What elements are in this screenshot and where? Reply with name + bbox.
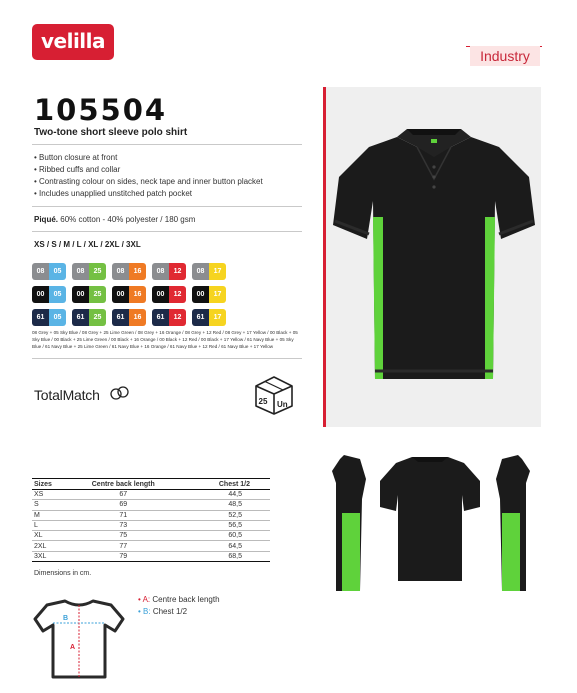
table-cell: 64,5 bbox=[179, 541, 270, 551]
size-table-header: Sizes bbox=[32, 479, 67, 490]
swatch-code-main: 61 bbox=[32, 309, 49, 326]
swatch-code-main: 08 bbox=[32, 263, 49, 280]
legend-key-a: A: bbox=[142, 595, 151, 604]
table-cell: 60,5 bbox=[179, 531, 270, 541]
diagram-label-b: B bbox=[63, 615, 69, 622]
fabric-composition bbox=[34, 215, 195, 224]
swatch-code-contrast: 25 bbox=[89, 286, 106, 303]
table-cell: 44,5 bbox=[179, 490, 270, 500]
feature-item: • Includes unapplied unstitched patch pocket bbox=[34, 188, 263, 200]
legend-item-a: • A: Centre back length bbox=[138, 595, 220, 604]
divider bbox=[32, 358, 302, 359]
table-cell: 73 bbox=[67, 520, 179, 530]
swatch-code-contrast: 17 bbox=[209, 309, 226, 326]
colour-swatch bbox=[32, 263, 66, 280]
feature-item: • Contrasting colour on sides, neck tape and inner button placket bbox=[34, 176, 263, 188]
legend-text-a: Centre back length bbox=[150, 595, 220, 604]
feature-list bbox=[34, 152, 263, 200]
colour-swatch bbox=[192, 263, 226, 280]
swatch-code-main: 61 bbox=[192, 309, 209, 326]
swatch-code-main: 00 bbox=[112, 286, 129, 303]
legend-item-b: • B: Chest 1/2 bbox=[138, 607, 188, 616]
swatch-code-contrast: 16 bbox=[129, 263, 146, 280]
swatch-row bbox=[32, 286, 242, 303]
size-table-header: Centre back length bbox=[67, 479, 179, 490]
table-cell: 52,5 bbox=[179, 510, 270, 520]
polo-shirt-side-image bbox=[330, 453, 368, 593]
fabric-label: Piqué. bbox=[34, 215, 59, 224]
table-row bbox=[32, 510, 270, 520]
table-cell: 68,5 bbox=[179, 551, 270, 561]
polo-shirt-front-image bbox=[331, 121, 537, 385]
colour-swatch bbox=[112, 309, 146, 326]
polo-shirt-side-image bbox=[494, 453, 532, 593]
photo-accent-bar bbox=[323, 87, 326, 427]
table-row bbox=[32, 531, 270, 541]
swatch-code-main: 00 bbox=[192, 286, 209, 303]
colour-swatch bbox=[152, 286, 186, 303]
table-row bbox=[32, 520, 270, 530]
table-row bbox=[32, 500, 270, 510]
colour-swatch bbox=[32, 286, 66, 303]
swatch-code-contrast: 16 bbox=[129, 309, 146, 326]
table-cell: XS bbox=[32, 490, 67, 500]
table-row bbox=[32, 551, 270, 561]
legend-key-b: B: bbox=[143, 607, 151, 616]
swatch-code-main: 61 bbox=[72, 309, 89, 326]
colour-swatch bbox=[72, 309, 106, 326]
colour-swatch bbox=[192, 309, 226, 326]
product-title: Two-tone short sleeve polo shirt bbox=[34, 127, 188, 138]
table-cell: 79 bbox=[67, 551, 179, 561]
measurement-legend bbox=[138, 594, 220, 618]
swatch-code-contrast: 12 bbox=[169, 309, 186, 326]
swatch-code-main: 00 bbox=[32, 286, 49, 303]
table-cell: 48,5 bbox=[179, 500, 270, 510]
colour-combinations: 08 Grey + 05 Sky Blue / 08 Grey + 25 Lime Green / 08 Grey + 16 Orange / 08 Grey + 12 Red / 08 Grey + 17 Yellow / 00 Black + 05 Sky Blue / 00 Black + 25 Lime Green / 00 Black + 16 Orange / 00 Black + 12 Red / 00 Black + 17 Yellow / 61 Navy Blue + 05 Sky Blue / 61 Navy Blue + 25 Lime Green / 61 Navy Blue + 16 Orange / 61 Navy Blue + 12 Red / 61 Navy Blue + 17 Yellow bbox=[32, 330, 298, 350]
swatch-code-main: 00 bbox=[152, 286, 169, 303]
table-cell: S bbox=[32, 500, 67, 510]
colour-swatch bbox=[112, 286, 146, 303]
size-table bbox=[32, 478, 270, 562]
swatch-row bbox=[32, 309, 242, 326]
swatch-code-main: 08 bbox=[192, 263, 209, 280]
divider bbox=[32, 231, 302, 232]
table-row bbox=[32, 490, 270, 500]
swatch-code-contrast: 12 bbox=[169, 263, 186, 280]
totalmatch-label: TotalMatch bbox=[34, 387, 100, 403]
colour-swatch bbox=[192, 286, 226, 303]
table-cell: 77 bbox=[67, 541, 179, 551]
swatch-code-contrast: 25 bbox=[89, 263, 106, 280]
feature-item: • Ribbed cuffs and collar bbox=[34, 164, 263, 176]
table-cell: 2XL bbox=[32, 541, 67, 551]
colour-swatch bbox=[152, 309, 186, 326]
product-code: 105504 bbox=[34, 93, 168, 127]
pack-quantity: 25 bbox=[258, 397, 268, 406]
feature-item: • Button closure at front bbox=[34, 152, 263, 164]
swatch-code-contrast: 05 bbox=[49, 286, 66, 303]
swatch-code-contrast: 17 bbox=[209, 263, 226, 280]
table-cell: L bbox=[32, 520, 67, 530]
swatch-code-main: 61 bbox=[112, 309, 129, 326]
swatch-code-main: 00 bbox=[72, 286, 89, 303]
swatch-row bbox=[32, 263, 242, 280]
diagram-label-a: A bbox=[70, 644, 76, 651]
measurement-diagram bbox=[33, 597, 125, 679]
size-table-header: Chest 1/2 bbox=[179, 479, 270, 490]
colour-swatch bbox=[152, 263, 186, 280]
table-cell: 56,5 bbox=[179, 520, 270, 530]
table-cell: 75 bbox=[67, 531, 179, 541]
swatch-code-contrast: 25 bbox=[89, 309, 106, 326]
swatch-code-main: 61 bbox=[152, 309, 169, 326]
swatch-code-main: 08 bbox=[112, 263, 129, 280]
colour-swatch bbox=[112, 263, 146, 280]
category-badge: Industry bbox=[470, 46, 540, 66]
table-cell: M bbox=[32, 510, 67, 520]
box-icon bbox=[253, 374, 295, 416]
totalmatch-rings-icon bbox=[109, 384, 131, 402]
pack-unit: Un bbox=[277, 400, 288, 409]
colour-swatch bbox=[32, 309, 66, 326]
table-cell: XL bbox=[32, 531, 67, 541]
table-cell: 69 bbox=[67, 500, 179, 510]
swatch-code-main: 08 bbox=[152, 263, 169, 280]
colour-swatch bbox=[72, 286, 106, 303]
table-cell: 3XL bbox=[32, 551, 67, 561]
fabric-text: 60% cotton - 40% polyester / 180 gsm bbox=[58, 215, 196, 224]
swatch-code-contrast: 05 bbox=[49, 263, 66, 280]
colour-swatch bbox=[72, 263, 106, 280]
table-row bbox=[32, 541, 270, 551]
divider bbox=[32, 144, 302, 145]
polo-shirt-back-image bbox=[378, 453, 482, 583]
colour-swatch-grid bbox=[32, 263, 242, 332]
units-note: Dimensions in cm. bbox=[34, 570, 92, 577]
legend-text-b: Chest 1/2 bbox=[150, 607, 188, 616]
swatch-code-contrast: 05 bbox=[49, 309, 66, 326]
velilla-logo: velilla bbox=[32, 24, 114, 60]
swatch-code-main: 08 bbox=[72, 263, 89, 280]
available-sizes: XS / S / M / L / XL / 2XL / 3XL bbox=[34, 240, 141, 249]
swatch-code-contrast: 16 bbox=[129, 286, 146, 303]
table-cell: 67 bbox=[67, 490, 179, 500]
swatch-code-contrast: 12 bbox=[169, 286, 186, 303]
swatch-code-contrast: 17 bbox=[209, 286, 226, 303]
divider bbox=[32, 206, 302, 207]
table-cell: 71 bbox=[67, 510, 179, 520]
